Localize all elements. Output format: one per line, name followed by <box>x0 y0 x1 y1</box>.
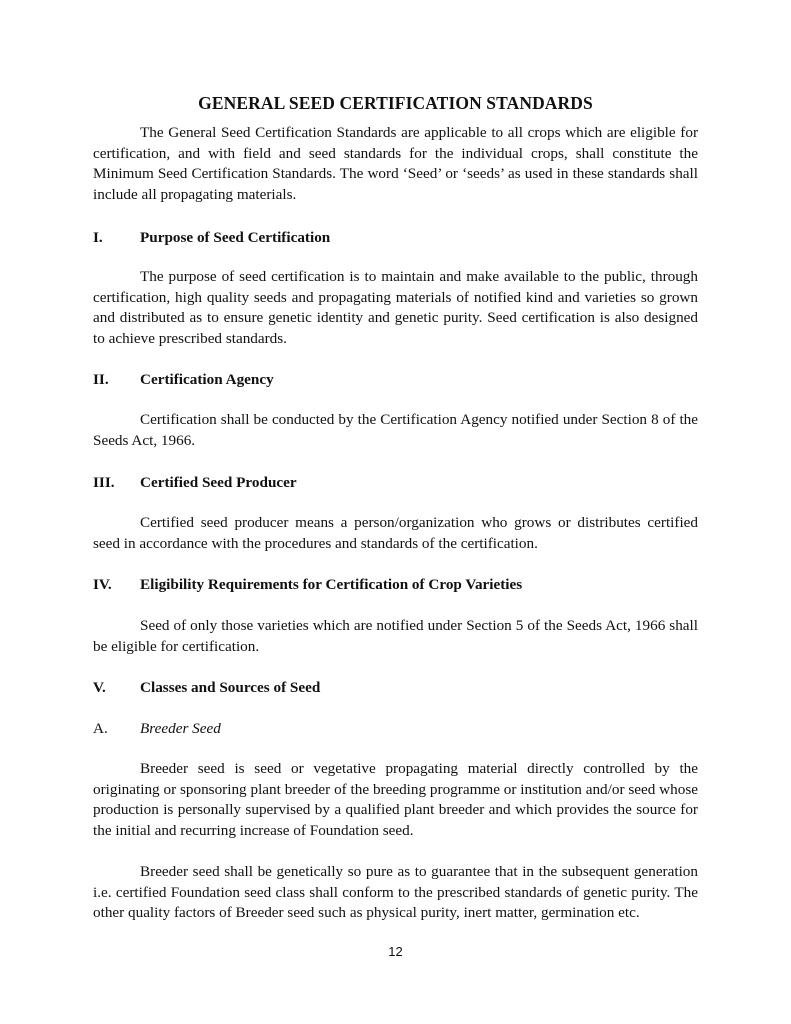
section-title: Certification Agency <box>140 371 274 388</box>
section-heading-3 <box>93 474 698 492</box>
document-title: GENERAL SEED CERTIFICATION STANDARDS <box>198 93 593 113</box>
section-number: IV. <box>93 576 112 593</box>
section-heading-1 <box>93 229 698 247</box>
section-title: Classes and Sources of Seed <box>140 679 321 696</box>
section-paragraph-3: Certified seed producer means a person/organization who grows or distributes certified seed in accordance with the procedures and standards of the certification. <box>93 514 698 552</box>
breeder-seed-paragraph-2: Breeder seed shall be genetically so pure as to guarantee that in the subsequent generation i.e. certified Foundation seed class shall conform to the prescribed standards of genetic purity. The other quality factors of Breeder seed such as physical purity, inert matter, germination etc. <box>93 863 698 922</box>
section-paragraph-4: Seed of only those varieties which are notified under Section 5 of the Seeds Act, 1966 shall be eligible for certification. <box>93 617 698 655</box>
section-heading-2 <box>93 371 698 389</box>
section-paragraph-1: The purpose of seed certification is to maintain and make available to the public, through certification, high quality seeds and propagating materials of notified kind and varieties so grown and distributed as to ensure genetic identity and genetic purity. Seed certification is also designed to achieve prescribed standards. <box>93 268 698 347</box>
section-title: Purpose of Seed Certification <box>140 229 331 246</box>
breeder-seed-paragraph-1: Breeder seed is seed or vegetative propagating material directly controlled by the originating or sponsoring plant breeder of the breeding programme or institution and/or seed whose production is personally supervised by a qualified plant breeder and which provides the source for the initial and recurring increase of Foundation seed. <box>93 760 698 839</box>
subsection-heading-a <box>93 720 698 738</box>
section-paragraph-2: Certification shall be conducted by the Certification Agency notified under Section 8 of the Seeds Act, 1966. <box>93 411 698 449</box>
subsection-number: A. <box>93 720 108 737</box>
section-number: I. <box>93 229 103 246</box>
section-number: II. <box>93 371 109 388</box>
section-title: Certified Seed Producer <box>140 474 297 491</box>
section-number: III. <box>93 474 115 491</box>
section-number: V. <box>93 679 106 696</box>
subsection-title: Breeder Seed <box>140 720 221 737</box>
section-title: Eligibility Requirements for Certification of Crop Varieties <box>140 576 523 593</box>
section-heading-5 <box>93 679 698 697</box>
intro-paragraph: The General Seed Certification Standards are applicable to all crops which are eligible for certification, and with field and seed standards for the individual crops, shall constitute the Minimum Seed Certification Standards. The word ‘Seed’ or ‘seeds’ as used in these standards shall include all propagating materials. <box>93 124 698 203</box>
page-number: 12 <box>388 944 403 959</box>
section-heading-4 <box>93 576 698 594</box>
